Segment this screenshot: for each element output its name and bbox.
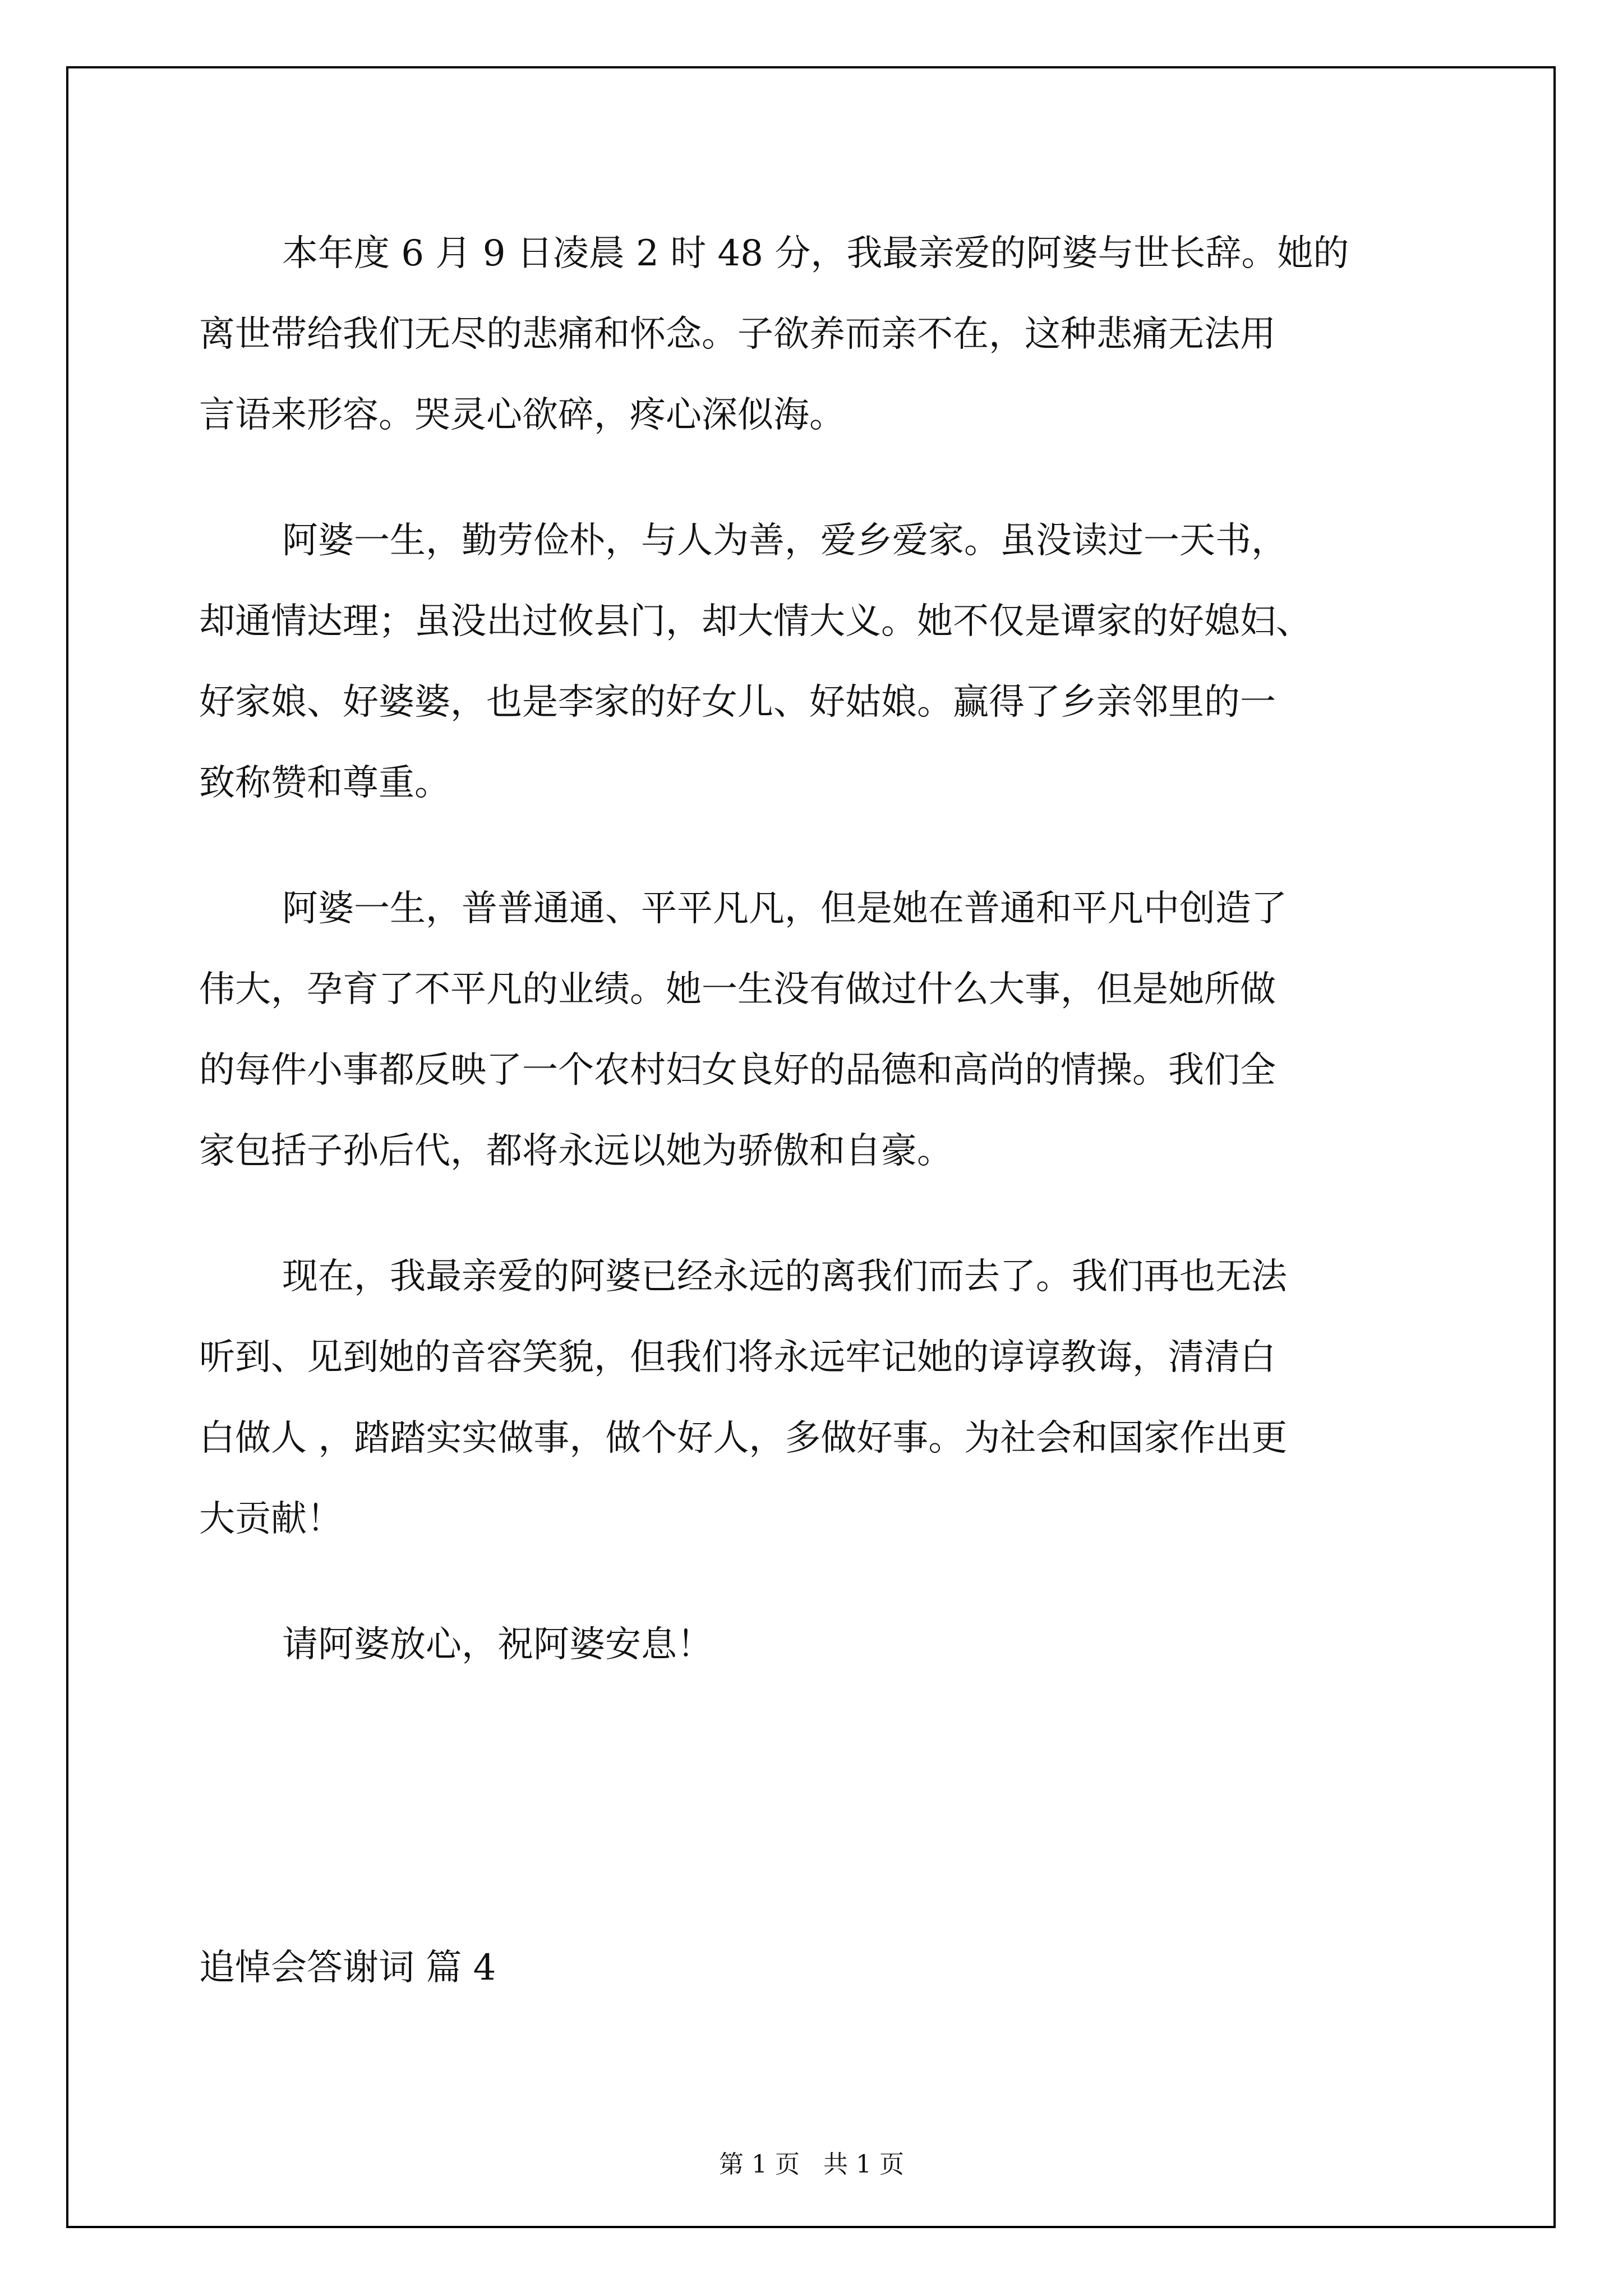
text-line: 言语来形容。哭灵心欲碎，疼心深似海。 bbox=[199, 394, 845, 436]
paragraph-3 bbox=[199, 868, 1489, 1191]
page-footer: 第 1 页 共 1 页 bbox=[719, 2150, 904, 2179]
paragraph-1 bbox=[199, 213, 1489, 455]
text-line: 家包括子孙后代，都将永远以她为骄傲和自豪。 bbox=[199, 1130, 953, 1172]
text-line: 伟大，孕育了不平凡的业绩。她一生没有做过什么大事，但是她所做 bbox=[199, 969, 1276, 1010]
text-line: 听到、见到她的音容笑貌，但我们将永远牢记她的谆谆教诲，清清白 bbox=[199, 1337, 1276, 1378]
text-line: 却通情达理；虽没出过攸县门，却大情大义。她不仅是谭家的好媳妇、 bbox=[199, 601, 1312, 642]
text-line: 现在，我最亲爱的阿婆已经永远的离我们而去了。我们再也无法 bbox=[282, 1256, 1287, 1297]
text-line: 致称赞和尊重。 bbox=[199, 762, 450, 804]
paragraph-4 bbox=[199, 1236, 1489, 1559]
paragraph-2 bbox=[199, 500, 1489, 823]
text-line: 的每件小事都反映了一个农村妇女良好的品德和高尚的情操。我们全 bbox=[199, 1050, 1276, 1091]
text-line: 好家娘、好婆婆，也是李家的好女儿、好姑娘。赢得了乡亲邻里的一 bbox=[199, 682, 1276, 723]
text-line: 离世带给我们无尽的悲痛和怀念。子欲养而亲不在，这种悲痛无法用 bbox=[199, 314, 1276, 355]
section-heading: 追悼会答谢词 篇 4 bbox=[199, 1947, 496, 1989]
text-line: 白做人 ，踏踏实实做事，做个好人，多做好事。为社会和国家作出更 bbox=[199, 1418, 1288, 1459]
document-body bbox=[199, 213, 1489, 1685]
text-line: 大贡献！ bbox=[199, 1498, 343, 1540]
text-line: 本年度 6 月 9 日凌晨 2 时 48 分，我最亲爱的阿婆与世长辞。她的 bbox=[282, 233, 1349, 274]
paragraph-5 bbox=[199, 1604, 1489, 1685]
text-line: 请阿婆放心，祝阿婆安息！ bbox=[282, 1624, 713, 1665]
text-line: 阿婆一生，普普通通、平平凡凡，但是她在普通和平凡中创造了 bbox=[282, 888, 1287, 930]
text-line: 阿婆一生，勤劳俭朴，与人为善，爱乡爱家。虽没读过一天书， bbox=[282, 520, 1287, 562]
